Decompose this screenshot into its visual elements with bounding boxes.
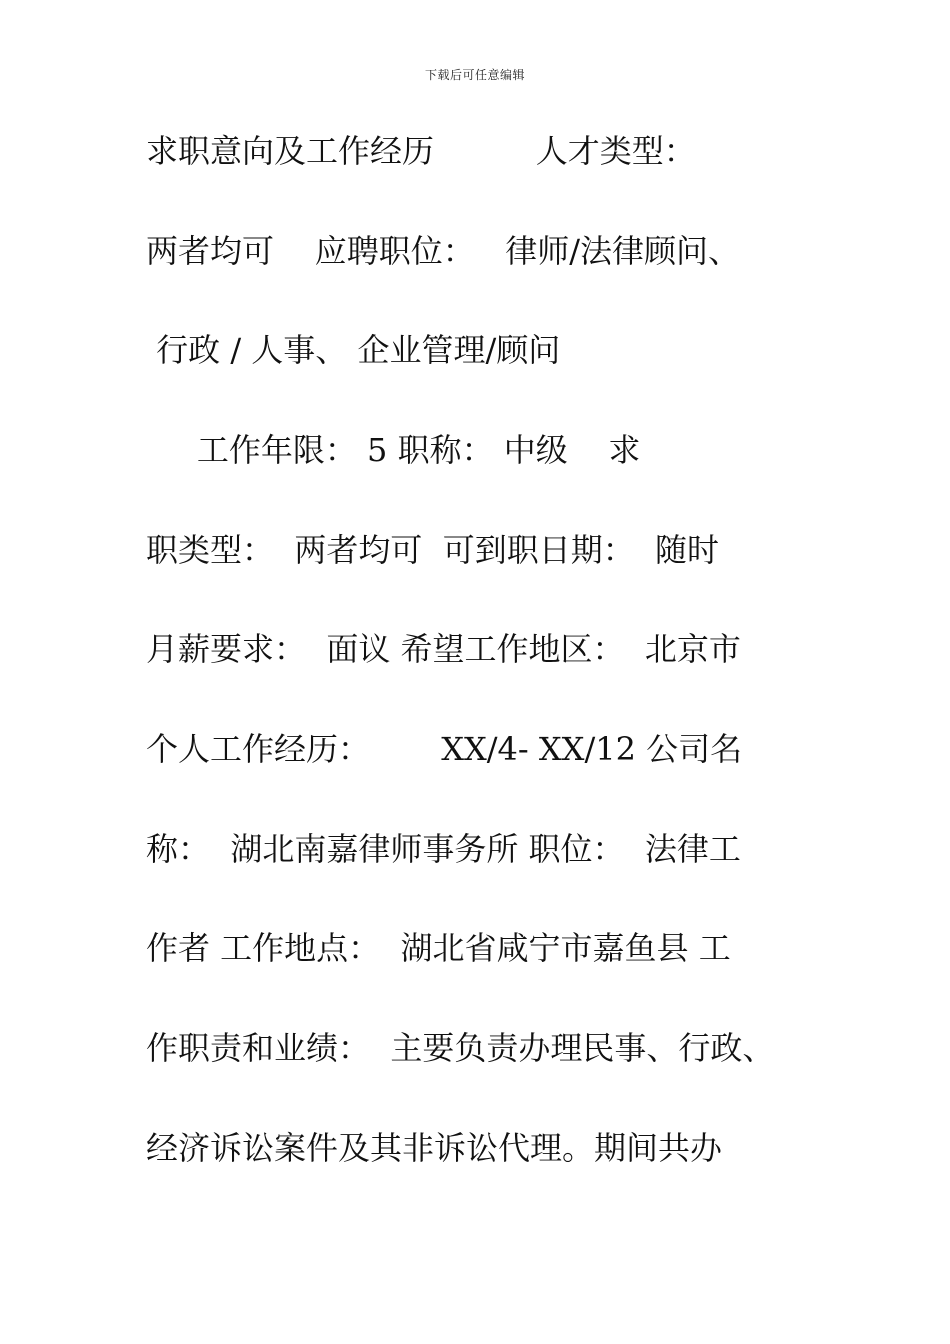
body-line-6: 月薪要求： 面议 希望工作地区： 北京市 [146, 630, 741, 668]
body-line-5: 职类型： 两者均可 可到职日期： 随时 [146, 531, 720, 569]
body-line-10: 作职责和业绩： 主要负责办理民事、行政、 [146, 1029, 775, 1067]
body-line-1: 求职意向及工作经历 人才类型： [146, 132, 696, 170]
body-line-7: 个人工作经历： XX/4- XX/12 公司名 [146, 730, 743, 768]
body-line-3: 行政 / 人事、 企业管理/顾问 [146, 331, 561, 369]
header-note: 下载后可任意编辑 [424, 68, 525, 82]
body-line-4: 工作年限： 5 职称： 中级 求 [146, 431, 641, 469]
body-line-2: 两者均可 应聘职位： 律师/法律顾问、 [146, 232, 740, 270]
body-line-9: 作者 工作地点： 湖北省咸宁市嘉鱼县 工 [146, 929, 731, 967]
body-line-8: 称： 湖北南嘉律师事务所 职位： 法律工 [146, 830, 741, 868]
body-line-11: 经济诉讼案件及其非诉讼代理。期间共办 [146, 1129, 723, 1167]
